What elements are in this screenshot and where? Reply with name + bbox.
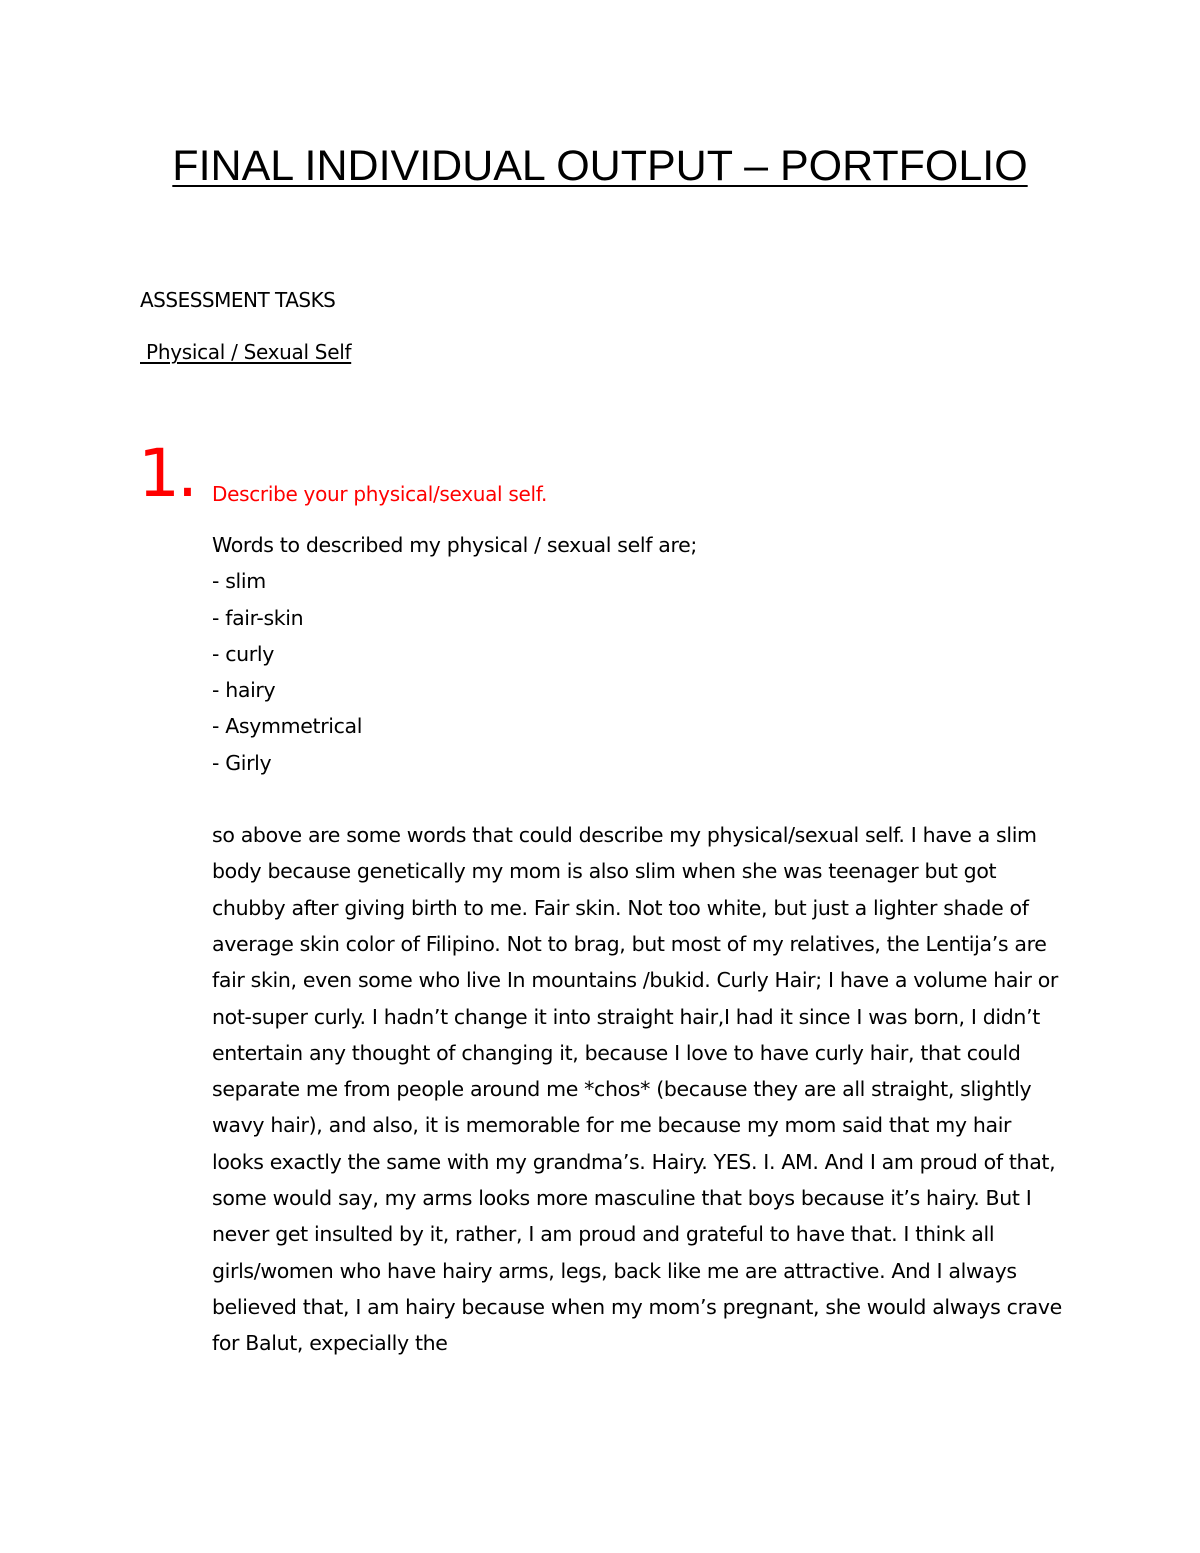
question-number: 1. xyxy=(138,435,195,512)
list-item: - fair-skin xyxy=(212,605,304,630)
list-item: - Asymmetrical xyxy=(212,714,363,739)
document-title: FINAL INDIVIDUAL OUTPUT – PORTFOLIO xyxy=(172,142,1028,190)
question-text: Describe your physical/sexual self. xyxy=(212,482,548,506)
list-item: - hairy xyxy=(212,678,276,703)
subheading: Physical / Sexual Self xyxy=(140,340,352,364)
list-item: - slim xyxy=(212,569,266,594)
answer-intro: Words to described my physical / sexual self are; xyxy=(212,533,697,557)
answer-block xyxy=(212,527,1072,1362)
descriptor-list xyxy=(212,563,1072,781)
section-heading: ASSESSMENT TASKS xyxy=(140,288,336,312)
list-item: - curly xyxy=(212,641,274,666)
answer-paragraph: so above are some words that could describe my physical/sexual self. I have a slim body because genetically my mom is also slim when she was teenager but got chubby after giving birth to me. Fair skin. Not too white, but just a lighter shade of average skin color of Filipino. Not to brag, but most of my relatives, the Lentija’s are fair skin, even some who live In mountains /bukid. Curly Hair; I have a volume hair or not-super curly. I hadn’t change it into straight hair,I had it since I was born, I didn’t entertain any thought of changing it, because I love to have curly hair, that could separate me from people around me *chos* (because they are all straight, slightly wavy hair), and also, it is memorable for me because my mom said that my hair looks exactly the same with my grandma’s. Hairy. YES. I. AM. And I am proud of that, some would say, my arms looks more masculine that boys because it’s hairy. But I never get insulted by it, rather, I am proud and grateful to have that. I think all girls/women who have hairy arms, legs, back like me are attractive. And I always believed that, I am hairy because when my mom’s pregnant, she would always crave for Balut, expecially the xyxy=(212,823,1062,1356)
list-item: - Girly xyxy=(212,750,272,775)
